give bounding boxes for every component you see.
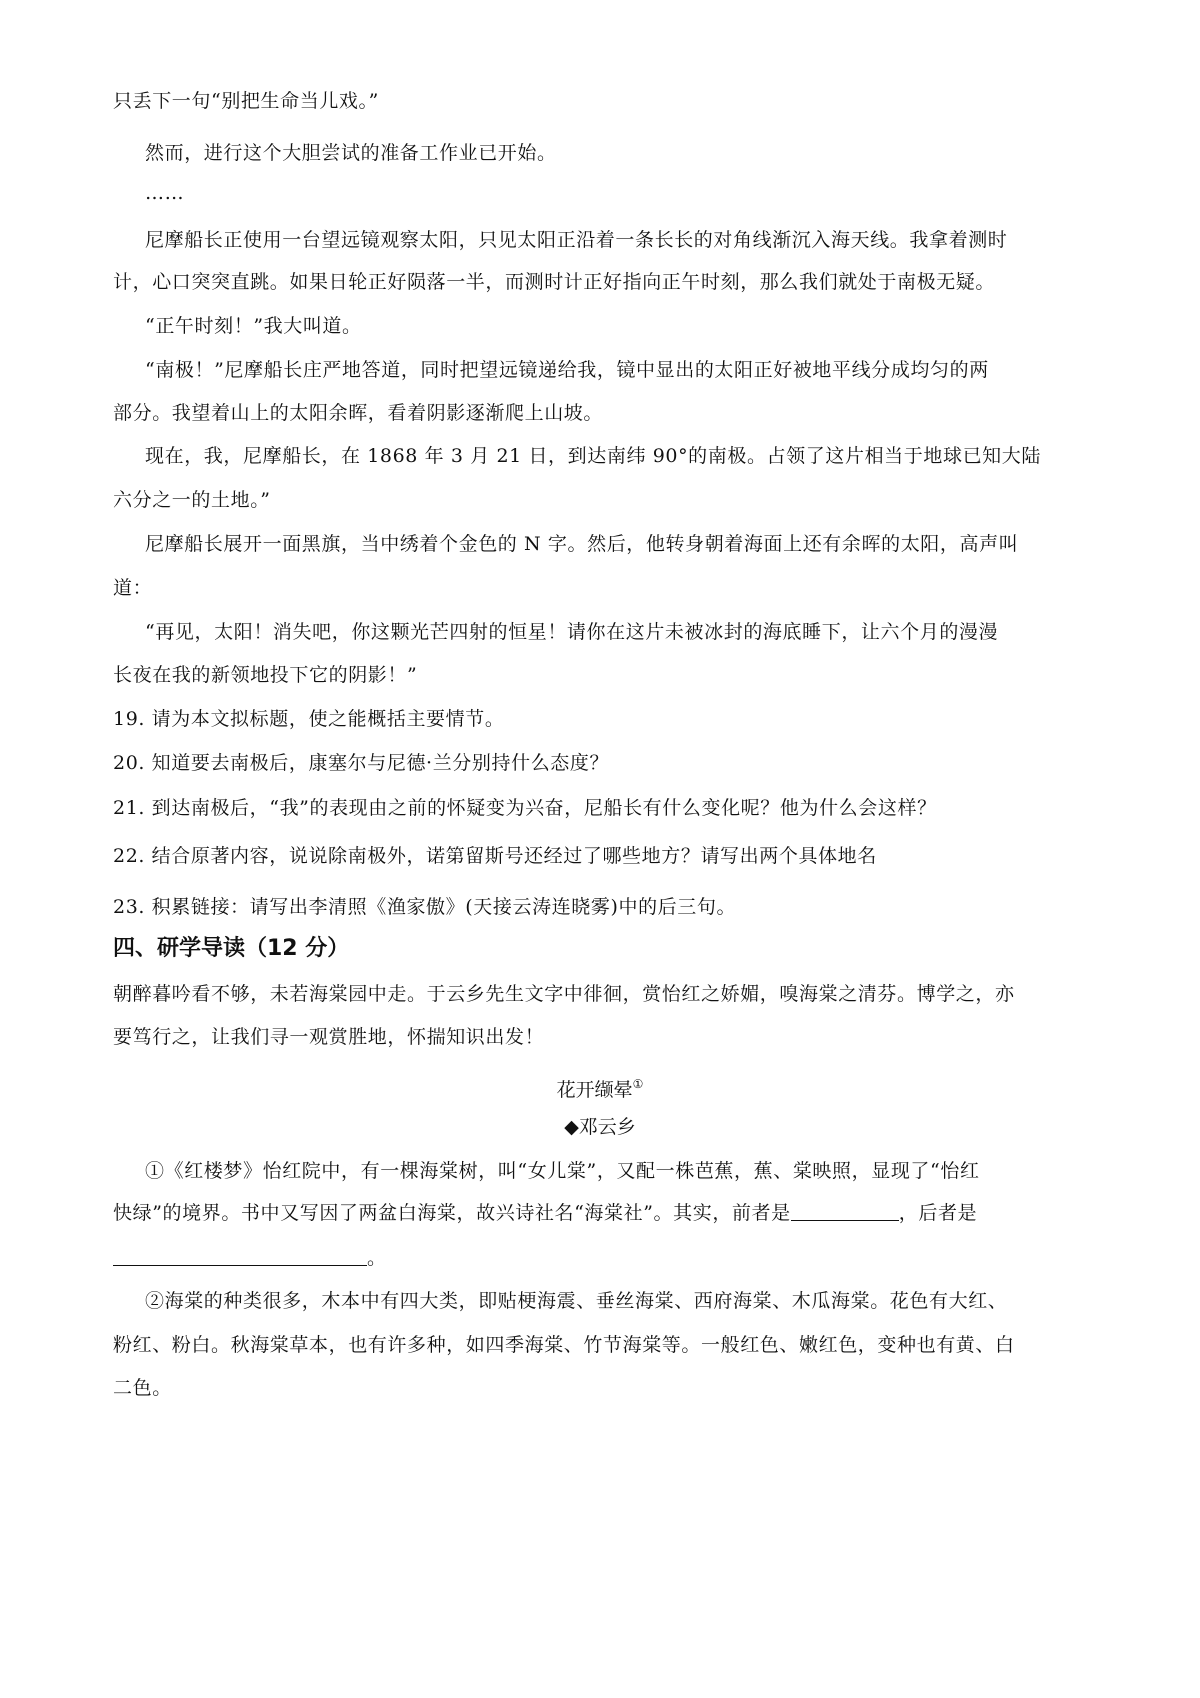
answer-blank-2[interactable] bbox=[113, 1247, 367, 1266]
question-23: 23. 积累链接：请写出李清照《渔家傲》(天接云涛连晓雾)中的后三句。 bbox=[113, 896, 737, 918]
passage-line: 只丢下一句“别把生命当儿戏。” bbox=[113, 90, 379, 112]
article-author: ◆邓云乡 bbox=[564, 1116, 636, 1138]
answer-blank-1[interactable] bbox=[791, 1202, 899, 1221]
passage-line: 计，心口突突直跳。如果日轮正好陨落一半，而测时计正好指向正午时刻，那么我们就处于南极无疑。 bbox=[113, 271, 996, 293]
question-20: 20. 知道要去南极后，康塞尔与尼德·兰分别持什么态度？ bbox=[113, 752, 610, 774]
passage-line: 尼摩船长展开一面黑旗，当中绣着个金色的 N 字。然后，他转身朝着海面上还有余晖的太阳，高声叫 bbox=[145, 533, 1019, 555]
passage-line: 部分。我望着山上的太阳余晖，看着阴影逐渐爬上山坡。 bbox=[113, 402, 604, 424]
paragraph-1-text: ，后者是 bbox=[898, 1202, 978, 1224]
passage-line: 道： bbox=[113, 577, 153, 599]
passage-line: 然而，进行这个大胆尝试的准备工作业已开始。 bbox=[145, 142, 557, 164]
passage-line: 六分之一的土地。” bbox=[113, 489, 271, 511]
article-title-text: 花开缬晕 bbox=[556, 1079, 633, 1101]
paragraph-1-text: 。 bbox=[367, 1247, 387, 1269]
paragraph-2-line: 二色。 bbox=[113, 1377, 172, 1399]
passage-line: 现在，我，尼摩船长，在 1868 年 3 月 21 日，到达南纬 90°的南极。占领了这片相当于地球已知大陆 bbox=[145, 445, 1041, 467]
paragraph-1-line bbox=[113, 1245, 1093, 1271]
passage-ellipsis: …… bbox=[145, 182, 185, 204]
intro-line: 朝醉暮吟看不够，未若海棠园中走。于云乡先生文字中徘徊，赏怡红之娇媚，嗅海棠之清芬。博学之，亦 bbox=[113, 983, 1015, 1005]
paragraph-1-line bbox=[113, 1200, 1093, 1226]
footnote-marker: ① bbox=[632, 1077, 644, 1091]
paragraph-2-line: 粉红、粉白。秋海棠草本，也有许多种，如四季海棠、竹节海棠等。一般红色、嫩红色，变种也有黄、白 bbox=[113, 1334, 1015, 1356]
question-19: 19. 请为本文拟标题，使之能概括主要情节。 bbox=[113, 708, 505, 730]
passage-line: 长夜在我的新领地投下它的阴影！” bbox=[113, 664, 418, 686]
passage-line: “再见，太阳！消失吧，你这颗光芒四射的恒星！请你在这片未被冰封的海底睡下，让六个月的漫漫 bbox=[145, 621, 999, 643]
passage-line: 尼摩船长正使用一台望远镜观察太阳，只见太阳正沿着一条长长的对角线渐沉入海天线。我拿着测时 bbox=[145, 229, 1008, 251]
question-21: 21. 到达南极后，“我”的表现由之前的怀疑变为兴奋，尼船长有什么变化呢？他为什么会这样？ bbox=[113, 797, 937, 819]
passage-line: “正午时刻！”我大叫道。 bbox=[145, 315, 362, 337]
question-22: 22. 结合原著内容，说说除南极外，诺第留斯号还经过了哪些地方？请写出两个具体地名 bbox=[113, 845, 877, 867]
paragraph-1-text: 快绿”的境界。书中又写因了两盆白海棠，故兴诗社名“海棠社”。其实，前者是 bbox=[113, 1202, 791, 1224]
intro-line: 要笃行之，让我们寻一观赏胜地，怀揣知识出发！ bbox=[113, 1026, 545, 1048]
paragraph-1-line: ①《红楼梦》怡红院中，有一棵海棠树，叫“女儿棠”，又配一株芭蕉，蕉、棠映照，显现了“怡红 bbox=[145, 1160, 980, 1182]
section-heading: 四、研学导读（12 分） bbox=[113, 936, 350, 961]
paragraph-2-line: ②海棠的种类很多，木本中有四大类，即贴梗海震、垂丝海棠、西府海棠、木瓜海棠。花色有大红、 bbox=[145, 1290, 1008, 1312]
article-title bbox=[0, 1071, 1200, 1103]
passage-line: “南极！”尼摩船长庄严地答道，同时把望远镜递给我，镜中显出的太阳正好被地平线分成均匀的两 bbox=[145, 359, 989, 381]
